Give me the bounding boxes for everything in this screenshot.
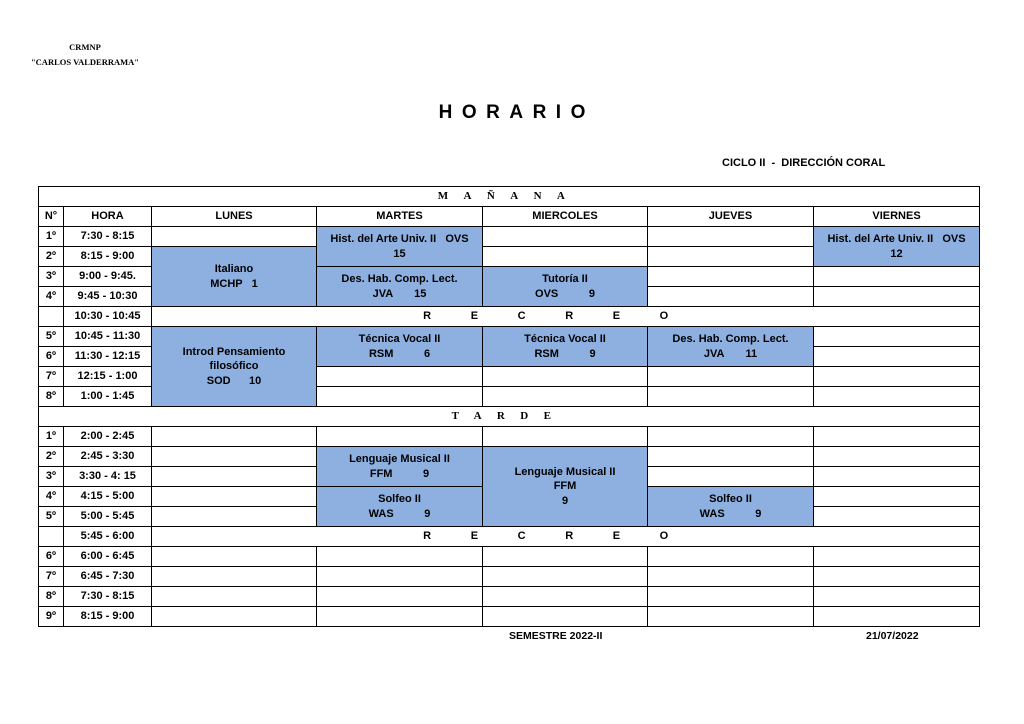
header-cell-n: N° bbox=[39, 207, 64, 227]
period-number: 3º bbox=[39, 267, 64, 287]
period-number bbox=[39, 527, 64, 547]
period-time: 10:30 - 10:45 bbox=[64, 307, 152, 327]
empty-cell bbox=[814, 327, 980, 347]
table-row bbox=[39, 447, 980, 467]
period-number: 5º bbox=[39, 327, 64, 347]
header-cell-lunes: LUNES bbox=[152, 207, 317, 227]
empty-cell bbox=[483, 587, 648, 607]
empty-cell bbox=[152, 567, 317, 587]
period-number: 1º bbox=[39, 427, 64, 447]
table-row bbox=[39, 567, 980, 587]
class-tecnica-vocal-miercoles: Técnica Vocal II RSM 9 bbox=[483, 327, 648, 367]
class-des-hab-jueves: Des. Hab. Comp. Lect. JVA 11 bbox=[648, 327, 814, 367]
empty-cell bbox=[648, 427, 814, 447]
period-number: 8º bbox=[39, 587, 64, 607]
period-number: 2º bbox=[39, 247, 64, 267]
empty-cell bbox=[152, 507, 317, 527]
class-italiano: Italiano MCHP 1 bbox=[152, 247, 317, 307]
empty-cell bbox=[483, 607, 648, 627]
period-time: 1:00 - 1:45 bbox=[64, 387, 152, 407]
semester-label: SEMESTRE 2022-II bbox=[509, 630, 603, 642]
period-time: 7:30 - 8:15 bbox=[64, 587, 152, 607]
period-time: 10:45 - 11:30 bbox=[64, 327, 152, 347]
empty-cell bbox=[648, 247, 814, 267]
header-cell-martes: MARTES bbox=[317, 207, 483, 227]
period-time: 9:45 - 10:30 bbox=[64, 287, 152, 307]
period-number: 7º bbox=[39, 367, 64, 387]
period-time: 2:00 - 2:45 bbox=[64, 427, 152, 447]
break-row bbox=[39, 307, 980, 327]
empty-cell bbox=[317, 427, 483, 447]
empty-cell bbox=[317, 367, 483, 387]
period-time: 11:30 - 12:15 bbox=[64, 347, 152, 367]
period-number: 5º bbox=[39, 507, 64, 527]
cycle-label: CICLO II - DIRECCIÓN CORAL bbox=[722, 157, 886, 169]
page-title: HORARIO bbox=[438, 102, 595, 123]
empty-cell bbox=[648, 447, 814, 467]
header-cell-miercoles: MIERCOLES bbox=[483, 207, 648, 227]
empty-cell bbox=[814, 387, 980, 407]
empty-cell bbox=[152, 547, 317, 567]
date-label: 21/07/2022 bbox=[866, 630, 919, 642]
period-time: 5:45 - 6:00 bbox=[64, 527, 152, 547]
empty-cell bbox=[648, 467, 814, 487]
schedule-table bbox=[38, 186, 980, 627]
empty-cell bbox=[814, 447, 980, 467]
empty-cell bbox=[814, 427, 980, 447]
header-cell-hora: HORA bbox=[64, 207, 152, 227]
empty-cell bbox=[648, 387, 814, 407]
empty-cell bbox=[483, 367, 648, 387]
institution-name: CRMNP bbox=[69, 42, 101, 52]
class-solfeo-jueves: Solfeo II WAS 9 bbox=[648, 487, 814, 527]
period-time: 6:45 - 7:30 bbox=[64, 567, 152, 587]
class-lenguaje-musical-miercoles: Lenguaje Musical II FFM 9 bbox=[483, 447, 648, 527]
class-hist-arte-viernes: Hist. del Arte Univ. II OVS 12 bbox=[814, 227, 980, 267]
period-number bbox=[39, 307, 64, 327]
period-time: 5:00 - 5:45 bbox=[64, 507, 152, 527]
empty-cell bbox=[483, 427, 648, 447]
empty-cell bbox=[648, 547, 814, 567]
empty-cell bbox=[648, 567, 814, 587]
empty-cell bbox=[317, 607, 483, 627]
empty-cell bbox=[317, 547, 483, 567]
break-row bbox=[39, 527, 980, 547]
empty-cell bbox=[814, 587, 980, 607]
empty-cell bbox=[648, 287, 814, 307]
class-lenguaje-musical-martes: Lenguaje Musical II FFM 9 bbox=[317, 447, 483, 487]
empty-cell bbox=[814, 547, 980, 567]
empty-cell bbox=[814, 287, 980, 307]
empty-cell bbox=[152, 227, 317, 247]
period-number: 8º bbox=[39, 387, 64, 407]
table-row bbox=[39, 587, 980, 607]
empty-cell bbox=[648, 587, 814, 607]
period-number: 4º bbox=[39, 487, 64, 507]
empty-cell bbox=[483, 247, 648, 267]
class-des-hab-martes: Des. Hab. Comp. Lect. JVA 15 bbox=[317, 267, 483, 307]
afternoon-section-title: TARDE bbox=[39, 407, 980, 427]
class-tutoria: Tutoría II OVS 9 bbox=[483, 267, 648, 307]
empty-cell bbox=[152, 487, 317, 507]
period-number: 7º bbox=[39, 567, 64, 587]
period-time: 7:30 - 8:15 bbox=[64, 227, 152, 247]
period-time: 6:00 - 6:45 bbox=[64, 547, 152, 567]
period-number: 2º bbox=[39, 447, 64, 467]
header-cell-viernes: VIERNES bbox=[814, 207, 980, 227]
empty-cell bbox=[814, 607, 980, 627]
empty-cell bbox=[483, 387, 648, 407]
header-row bbox=[39, 207, 980, 227]
empty-cell bbox=[483, 567, 648, 587]
period-number: 3º bbox=[39, 467, 64, 487]
empty-cell bbox=[317, 567, 483, 587]
morning-section-title: MAÑANA bbox=[39, 187, 980, 207]
empty-cell bbox=[152, 587, 317, 607]
period-number: 6º bbox=[39, 347, 64, 367]
empty-cell bbox=[648, 367, 814, 387]
period-time: 8:15 - 9:00 bbox=[64, 247, 152, 267]
period-number: 9º bbox=[39, 607, 64, 627]
table-row bbox=[39, 427, 980, 447]
period-time: 12:15 - 1:00 bbox=[64, 367, 152, 387]
morning-section-row bbox=[39, 187, 980, 207]
class-tecnica-vocal-martes: Técnica Vocal II RSM 6 bbox=[317, 327, 483, 367]
empty-cell bbox=[152, 467, 317, 487]
empty-cell bbox=[152, 607, 317, 627]
empty-cell bbox=[317, 587, 483, 607]
afternoon-section-row bbox=[39, 407, 980, 427]
empty-cell bbox=[317, 387, 483, 407]
empty-cell bbox=[814, 347, 980, 367]
empty-cell bbox=[814, 367, 980, 387]
header-cell-jueves: JUEVES bbox=[648, 207, 814, 227]
period-number: 1º bbox=[39, 227, 64, 247]
empty-cell bbox=[814, 507, 980, 527]
empty-cell bbox=[483, 227, 648, 247]
empty-cell bbox=[814, 487, 980, 507]
empty-cell bbox=[648, 227, 814, 247]
recreo-label: RECREO bbox=[152, 527, 980, 547]
empty-cell bbox=[648, 267, 814, 287]
period-time: 2:45 - 3:30 bbox=[64, 447, 152, 467]
period-number: 6º bbox=[39, 547, 64, 567]
table-row bbox=[39, 327, 980, 347]
period-time: 3:30 - 4: 15 bbox=[64, 467, 152, 487]
class-introd-pensamiento: Introd Pensamiento filosófico SOD 10 bbox=[152, 327, 317, 407]
institution-subtitle: "CARLOS VALDERRAMA" bbox=[30, 57, 140, 67]
table-row bbox=[39, 547, 980, 567]
empty-cell bbox=[152, 427, 317, 447]
table-row bbox=[39, 607, 980, 627]
empty-cell bbox=[648, 607, 814, 627]
empty-cell bbox=[814, 267, 980, 287]
empty-cell bbox=[814, 567, 980, 587]
empty-cell bbox=[483, 547, 648, 567]
empty-cell bbox=[152, 447, 317, 467]
period-number: 4º bbox=[39, 287, 64, 307]
class-hist-arte-martes: Hist. del Arte Univ. II OVS 15 bbox=[317, 227, 483, 267]
empty-cell bbox=[814, 467, 980, 487]
recreo-label: RECREO bbox=[152, 307, 980, 327]
period-time: 8:15 - 9:00 bbox=[64, 607, 152, 627]
period-time: 4:15 - 5:00 bbox=[64, 487, 152, 507]
period-time: 9:00 - 9:45. bbox=[64, 267, 152, 287]
table-row bbox=[39, 227, 980, 247]
class-solfeo-martes: Solfeo II WAS 9 bbox=[317, 487, 483, 527]
